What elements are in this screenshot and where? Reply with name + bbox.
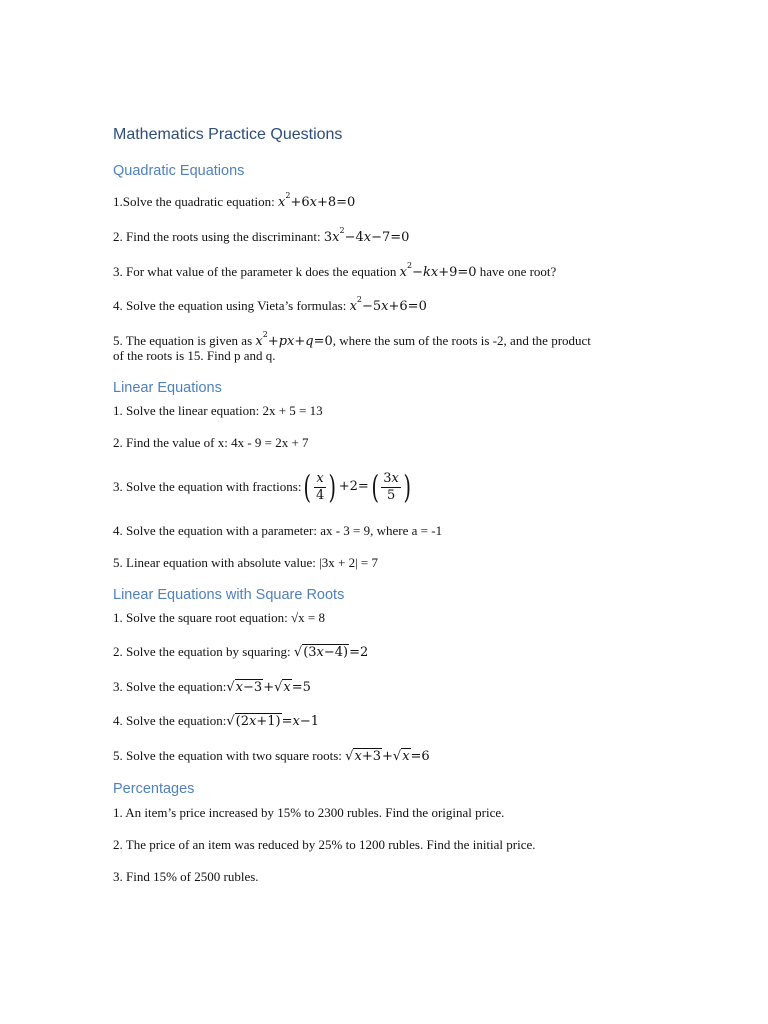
question-linear-1: 1. Solve the linear equation: 2x + 5 = 13 [113,403,323,418]
question-text-after: have one root? [476,264,557,279]
question-sqrt-4 [113,711,319,732]
question-sqrt-1: 1. Solve the square root equation: √x = 8 [113,610,325,625]
math-expression: √(2x+1)=x−1 [226,714,320,729]
math-expression: $x^2-kx+9=0$ [399,261,477,280]
question-text: 4. Solve the equation: [113,713,227,728]
question-quadratic-1 [113,186,355,213]
question-sqrt-5 [113,746,430,767]
question-sqrt-2 [113,642,368,663]
question-quadratic-2 [113,221,409,248]
question-percent-1: 1. An item’s price increased by 15% to 2300 rubles. Find the original price. [113,805,505,820]
question-text: 2. Find the roots using the discriminant: [113,229,324,244]
question-percent-3: 3. Find 15% of 2500 rubles. [113,869,259,884]
question-linear-3: 3. Solve the equation with fractions: ( $\frac{x}{4}$ ) +2= ( $\frac{3x}{5}$ ) [113,466,413,508]
question-linear-4: 4. Solve the equation with a parameter: ax - 3 = 9, where a = -1 [113,523,443,538]
question-quadratic-3 [113,256,556,283]
question-quadratic-4 [113,290,427,317]
question-linear-2: 2. Find the value of x: 4x - 9 = 2x + 7 [113,435,309,450]
page-title: Mathematics Practice Questions [113,126,343,143]
question-text: 5. The equation is given as [113,333,256,348]
question-linear-5: 5. Linear equation with absolute value: |3x + 2| = 7 [113,555,379,570]
question-text-after: , where the sum of the roots is -2, and the product [332,333,591,348]
section-heading-percentages: Percentages [113,781,195,797]
question-sqrt-3 [113,677,311,698]
question-text: 2. Solve the equation by squaring: [113,644,294,659]
math-expression: $x^2-5x+6=0$ [349,295,427,314]
question-text: 1.Solve the quadratic equation: [113,194,278,209]
math-expression: √(3x−4)=2 [293,645,369,660]
math-expression: $x^2+px+q=0$ [255,330,333,349]
math-expression: √x+3+√x=6 [345,749,430,764]
question-text: 5. Solve the equation with two square roots: [113,748,346,763]
math-expression: √x−3+√x=5 [226,680,311,695]
math-expression: $x^2+6x+8=0$ [277,191,356,210]
question-text: 4. Solve the equation using Vieta’s formulas: [113,298,350,313]
question-quadratic-5-line2: of the roots is 15. Find p and q. [113,348,276,363]
math-expression: ( $\frac{x}{4}$ ) [303,468,337,506]
question-text: 3. For what value of the parameter k does the equation [113,264,400,279]
section-heading-linear: Linear Equations [113,380,222,396]
math-expression: $3x^2-4x-7=0$ [323,226,410,245]
question-text: 3. Solve the equation: [113,679,227,694]
question-text: 3. Solve the equation with fractions: [113,479,302,494]
section-heading-quadratic: Quadratic Equations [113,163,245,179]
question-percent-2: 2. The price of an item was reduced by 25% to 1200 rubles. Find the initial price. [113,837,536,852]
section-heading-square-roots: Linear Equations with Square Roots [113,587,345,603]
math-expression-right: ( $\frac{3x}{5}$ ) [371,468,411,506]
